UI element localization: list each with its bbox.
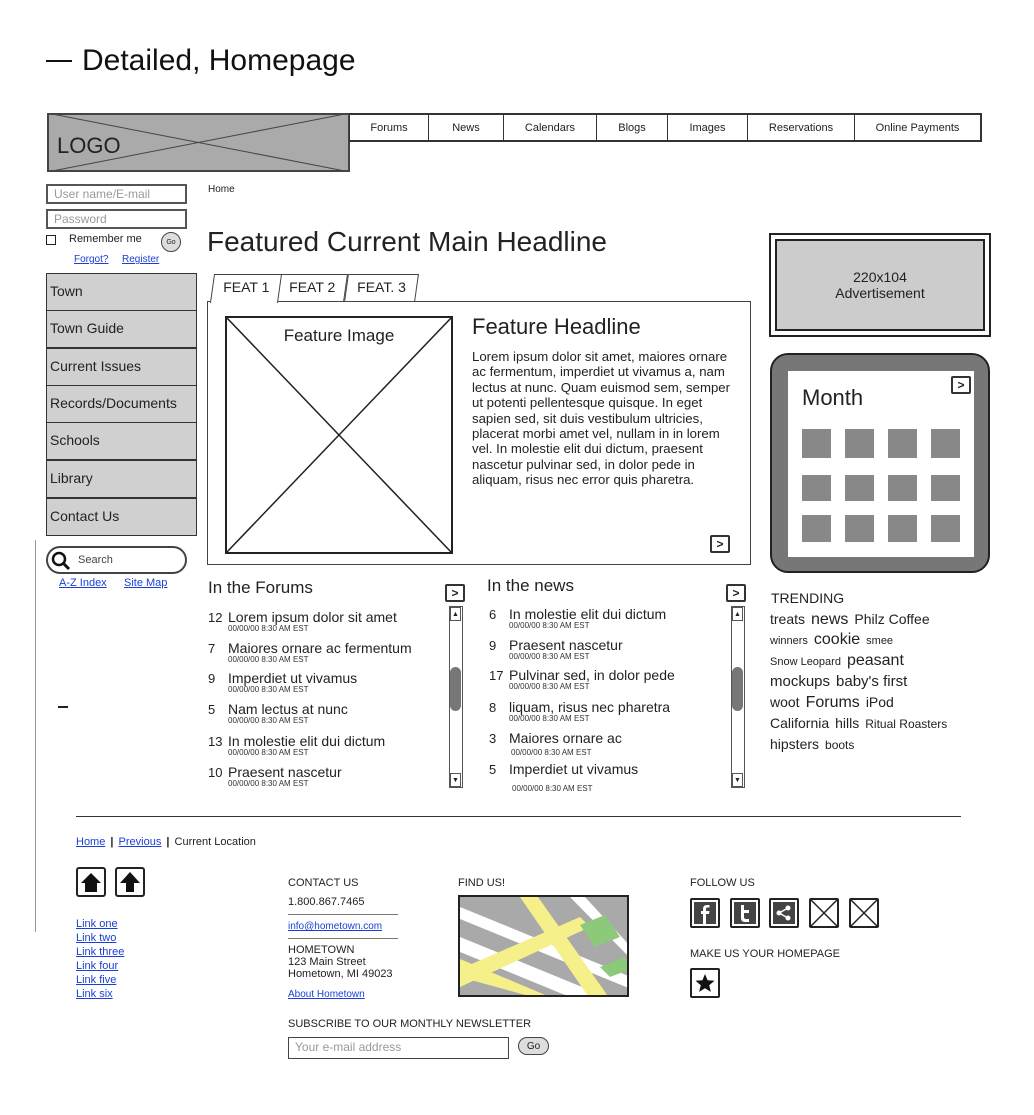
footer-link[interactable]: Link one	[76, 918, 118, 930]
footer-links	[76, 917, 124, 1001]
about-link[interactable]: About Hometown	[288, 989, 365, 1000]
calendar-day[interactable]	[802, 515, 831, 542]
calendar-day[interactable]	[845, 515, 874, 542]
news-list	[489, 606, 725, 796]
calendar-day[interactable]	[931, 429, 960, 458]
site-map-link[interactable]: Site Map	[124, 577, 168, 589]
tag[interactable]: news	[811, 611, 849, 628]
list-item[interactable]: 3 Maiores ornare ac 00/00/00 8:30 AM EST	[489, 730, 622, 757]
forums-next-button[interactable]: >	[445, 584, 465, 602]
nav-calendars[interactable]: Calendars	[503, 115, 596, 140]
make-homepage-button[interactable]	[690, 968, 720, 998]
breadcrumb-previous-link[interactable]: Previous	[118, 836, 162, 848]
list-item[interactable]: 9 Imperdiet ut vivamus 00/00/00 8:30 AM EST	[208, 670, 358, 694]
username-input[interactable]: User name/E-mail	[46, 184, 187, 204]
find-us-title: FIND US!	[458, 877, 506, 889]
footer-link[interactable]: Link three	[76, 946, 125, 958]
forums-scrollbar[interactable]	[449, 606, 463, 788]
scroll-down-icon[interactable]: ▼	[732, 773, 743, 787]
feature-panel	[207, 301, 751, 565]
list-item[interactable]: 5 Imperdiet ut vivamus 00/00/00 8:30 AM EST	[489, 761, 639, 793]
nav-online-payments[interactable]: Online Payments	[854, 115, 980, 140]
news-next-button[interactable]: >	[726, 584, 746, 602]
tag[interactable]: cookie	[813, 631, 861, 648]
password-input[interactable]: Password	[46, 209, 187, 229]
nav-blogs[interactable]: Blogs	[596, 115, 667, 140]
home-button[interactable]	[76, 867, 106, 897]
feature-image[interactable]	[225, 316, 453, 554]
sidebar-item-library[interactable]: Library	[46, 460, 197, 498]
contact-divider	[288, 914, 398, 915]
trending-title: TRENDING	[771, 590, 845, 606]
footer-link[interactable]: Link two	[76, 932, 117, 944]
footer-link[interactable]: Link five	[76, 974, 117, 986]
tag[interactable]: Forums	[805, 694, 860, 711]
contact-street: 123 Main Street	[288, 956, 366, 968]
nav-news[interactable]: News	[428, 115, 503, 140]
homepage-title: MAKE US YOUR HOMEPAGE	[690, 948, 840, 960]
feature-headline: Feature Headline	[472, 314, 641, 339]
tab-feat-2[interactable]: FEAT 2	[276, 274, 348, 302]
calendar-next-button[interactable]: >	[951, 376, 971, 394]
login-go-button[interactable]: Go	[161, 232, 181, 252]
calendar-day[interactable]	[802, 429, 831, 458]
az-index-link[interactable]: A-Z Index	[59, 577, 107, 589]
forgot-link[interactable]: Forgot?	[74, 254, 109, 265]
list-item[interactable]: 8 liquam, risus nec pharetra 00/00/00 8:30 AM EST	[489, 699, 671, 723]
calendar-day[interactable]	[845, 475, 874, 501]
main-nav	[349, 113, 982, 142]
tag[interactable]: Ritual Roasters	[865, 717, 948, 731]
ad-size: 220x104	[853, 269, 907, 285]
guide-line	[35, 540, 36, 932]
tag[interactable]: treats	[770, 611, 806, 627]
list-item[interactable]: 13 In molestie elit dui dictum 00/00/00 8:30 AM EST	[208, 733, 386, 757]
home-icon	[80, 871, 102, 893]
contact-divider	[288, 938, 398, 939]
calendar-day[interactable]	[888, 515, 917, 542]
search-placeholder: Search	[78, 554, 113, 566]
footer-divider	[76, 816, 961, 817]
calendar-day[interactable]	[931, 515, 960, 542]
breadcrumb-current: Current Location	[174, 836, 256, 848]
social-placeholder-icon[interactable]	[849, 898, 879, 928]
map[interactable]	[458, 895, 629, 997]
forums-list	[208, 609, 444, 789]
tag[interactable]: hipsters	[770, 736, 820, 752]
star-icon	[694, 972, 716, 994]
feature-next-button[interactable]: >	[710, 535, 730, 553]
footer-breadcrumb: Home | Previous | Current Location	[76, 836, 256, 848]
main-headline: Featured Current Main Headline	[207, 226, 607, 257]
calendar-day[interactable]	[931, 475, 960, 501]
feature-body: Lorem ipsum dolor sit amet, maiores ornare ac fermentum, imperdiet ut vivamus a, nam lectus at nunc. Quam euismod sem, semper ut potenti pellentesque quisque. In eget sapien sed, sit duis vestibulum ultricies, placerat morbi amet vel, nullam in in lorem vel. In molestie elit dui dictum, praesent nascetur pulvinar sed, in dolor pede in aliquam, risus nec error quis pharetra.	[472, 349, 730, 488]
news-scrollbar[interactable]	[731, 606, 745, 788]
scroll-up-icon[interactable]: ▲	[732, 607, 743, 621]
list-item[interactable]: 10 Praesent nascetur 00/00/00 8:30 AM EST	[208, 764, 342, 788]
tag[interactable]: peasant	[846, 652, 904, 669]
nav-reservations[interactable]: Reservations	[747, 115, 854, 140]
search-input[interactable]	[46, 546, 187, 574]
tab-feat-3[interactable]: FEAT. 3	[344, 274, 419, 302]
newsletter-go-button[interactable]: Go	[518, 1037, 549, 1055]
tag[interactable]: winners	[770, 635, 808, 647]
list-item[interactable]: 7 Maiores ornare ac fermentum 00/00/00 8:30 AM EST	[208, 640, 412, 664]
page-title: Detailed, Homepage	[46, 44, 356, 78]
tag[interactable]: boots	[825, 738, 855, 752]
calendar-day[interactable]	[888, 429, 917, 458]
share-icon	[773, 902, 795, 924]
footer-link[interactable]: Link four	[76, 960, 119, 972]
newsletter-title: SUBSCRIBE TO OUR MONTHLY NEWSLETTER	[288, 1018, 532, 1030]
logo[interactable]	[47, 113, 350, 172]
newsletter-email-input[interactable]: Your e-mail address	[288, 1037, 509, 1059]
back-to-top-button[interactable]	[115, 867, 145, 897]
scroll-thumb[interactable]	[732, 667, 743, 711]
facebook-button[interactable]	[690, 898, 720, 928]
advertisement[interactable]	[769, 233, 991, 337]
logo-text: LOGO	[57, 133, 121, 158]
scroll-thumb[interactable]	[450, 667, 461, 711]
remember-checkbox[interactable]	[46, 235, 56, 245]
contact-org: HOMETOWN	[288, 944, 355, 956]
ad-label: Advertisement	[835, 285, 925, 301]
forums-title: In the Forums	[208, 578, 313, 597]
list-item[interactable]: 5 Nam lectus at nunc 00/00/00 8:30 AM EST	[208, 701, 348, 725]
sidebar-item-town-guide[interactable]: Town Guide	[46, 310, 197, 348]
nav-forums[interactable]: Forums	[349, 115, 428, 140]
tag[interactable]: smee	[866, 635, 894, 647]
register-link[interactable]: Register	[122, 254, 160, 265]
sidebar-item-records[interactable]: Records/Documents	[46, 385, 197, 423]
tab-feat-1[interactable]: FEAT 1	[210, 274, 282, 303]
sidebar-item-town[interactable]: Town	[46, 273, 197, 311]
news-title: In the news	[487, 576, 574, 595]
footer-link[interactable]: Link six	[76, 988, 113, 1000]
sidebar-item-contact-us[interactable]: Contact Us	[46, 498, 197, 536]
share-button[interactable]	[769, 898, 799, 928]
contact-phone: 1.800.867.7465	[288, 896, 365, 908]
calendar-widget	[770, 353, 990, 573]
calendar-day[interactable]	[802, 475, 831, 501]
tag[interactable]: woot	[770, 694, 800, 710]
social-placeholder-icon[interactable]	[809, 898, 839, 928]
scroll-up-icon[interactable]: ▲	[450, 607, 461, 621]
tag[interactable]: Philz Coffee	[854, 611, 930, 627]
contact-city: Hometown, MI 49023	[288, 968, 393, 980]
list-item[interactable]: 17 Pulvinar sed, in dolor pede 00/00/00 8:30 AM EST	[489, 667, 675, 691]
sidebar-item-current-issues[interactable]: Current Issues	[46, 348, 197, 386]
contact-title: CONTACT US	[288, 877, 359, 889]
tag[interactable]: Snow Leopard	[770, 656, 841, 668]
breadcrumb[interactable]: Home	[208, 184, 235, 195]
tag[interactable]: mockups	[770, 673, 831, 690]
contact-email-link[interactable]: info@hometown.com	[288, 921, 383, 932]
calendar-day[interactable]	[888, 475, 917, 501]
tag[interactable]: iPod	[865, 694, 894, 710]
ad-placeholder	[775, 239, 985, 331]
twitter-icon	[734, 902, 756, 924]
nav-images[interactable]: Images	[667, 115, 747, 140]
breadcrumb-home-link[interactable]: Home	[76, 836, 106, 848]
calendar-face	[788, 371, 974, 557]
list-item[interactable]: 9 Praesent nascetur 00/00/00 8:30 AM EST	[489, 637, 623, 661]
tag[interactable]: hills	[835, 715, 860, 731]
remember-label: Remember me	[69, 233, 142, 245]
tag[interactable]: baby's first	[836, 673, 908, 690]
feature-image-label: Feature Image	[283, 326, 395, 345]
calendar-day[interactable]	[845, 429, 874, 458]
calendar-month: Month	[802, 385, 864, 410]
facebook-icon	[694, 902, 716, 924]
trending-tags	[770, 609, 980, 755]
search-icon	[51, 551, 71, 571]
twitter-button[interactable]	[730, 898, 760, 928]
scroll-down-icon[interactable]: ▼	[450, 773, 461, 787]
arrow-up-icon	[119, 871, 141, 893]
sidebar-item-schools[interactable]: Schools	[46, 422, 197, 460]
tag[interactable]: California	[770, 715, 830, 731]
follow-title: FOLLOW US	[690, 877, 755, 889]
list-item[interactable]: 12 Lorem ipsum dolor sit amet 00/00/00 8:30 AM EST	[208, 609, 397, 633]
list-item[interactable]: 6 In molestie elit dui dictum 00/00/00 8:30 AM EST	[489, 606, 667, 630]
guide-dash	[58, 706, 68, 708]
